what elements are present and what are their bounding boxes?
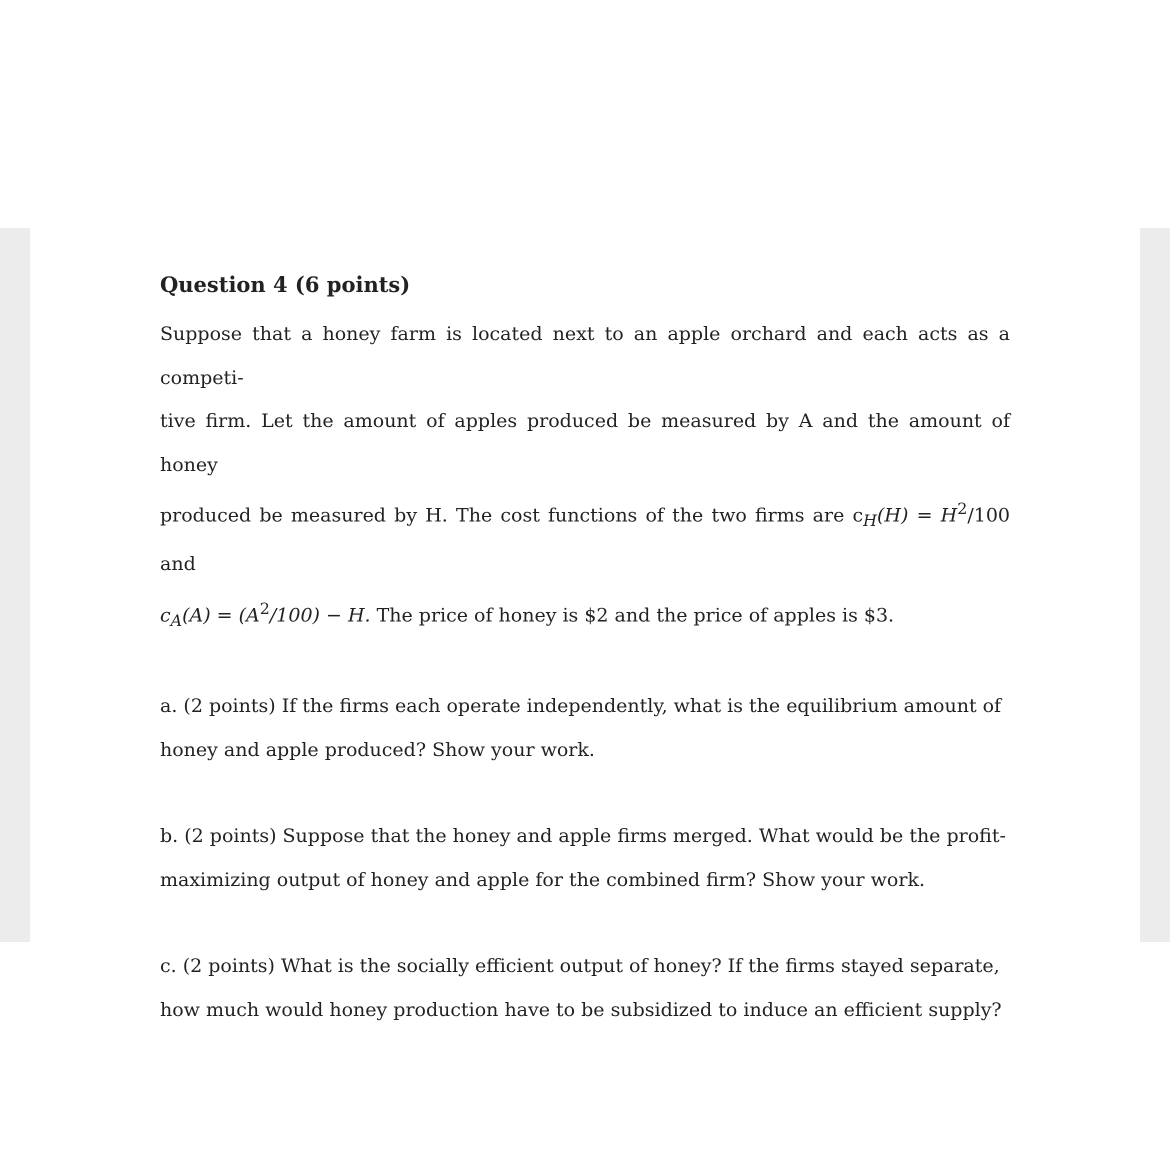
part-b-line-2: maximizing output of honey and apple for the combined firm? Show your work.: [160, 868, 925, 891]
cost-a-exponent: 2: [259, 598, 270, 618]
spacer: [160, 642, 1010, 685]
intro-line-3: [160, 487, 1010, 586]
cost-h-formula-end: /100 and: [160, 504, 1010, 576]
part-b-line-1: b. (2 points) Suppose that the honey and apple firms merged. What would be the profit-: [160, 825, 1006, 848]
spacer: [160, 772, 1010, 815]
question-title: Question 4 (6 points): [160, 272, 411, 297]
intro-line-1: Suppose that a honey farm is located next to an apple orchard and each acts as a competi-: [160, 323, 1010, 389]
question-intro: [160, 313, 1010, 642]
part-c-line-1: c. (2 points) What is the socially efficient output of honey? If the firms stayed separate,: [160, 955, 1000, 978]
question-content: [160, 270, 1010, 1032]
right-side-strip: [1140, 228, 1170, 942]
cost-h-subscript: H: [863, 511, 877, 531]
left-side-strip: [0, 228, 30, 942]
part-a: [160, 685, 1010, 772]
cost-h-formula: (H) = H: [876, 504, 958, 527]
intro-line-2: tive firm. Let the amount of apples produced be measured by A and the amount of honey: [160, 410, 1010, 476]
cost-a-subscript: A: [170, 610, 183, 630]
intro-line-4: [160, 587, 1010, 643]
price-sentence: The price of honey is $2 and the price of apples is $3.: [370, 603, 895, 626]
cost-h-exponent: 2: [957, 499, 968, 519]
part-c: [160, 945, 1010, 1032]
part-a-line-1: a. (2 points) If the firms each operate independently, what is the equilibrium amount of: [160, 695, 1002, 718]
cost-a-formula-end: /100) − H.: [269, 603, 371, 626]
cost-a-formula: (A) = (A: [182, 603, 260, 626]
part-b: [160, 815, 1010, 902]
intro-line-3-text: produced be measured by H. The cost functions of the two firms are c: [160, 504, 864, 527]
spacer: [160, 902, 1010, 945]
cost-a-symbol: c: [160, 603, 171, 626]
part-c-line-2: how much would honey production have to be subsidized to induce an efficient supply?: [160, 998, 1002, 1021]
document-page: [30, 228, 1140, 1021]
part-a-line-2: honey and apple produced? Show your work.: [160, 738, 595, 761]
